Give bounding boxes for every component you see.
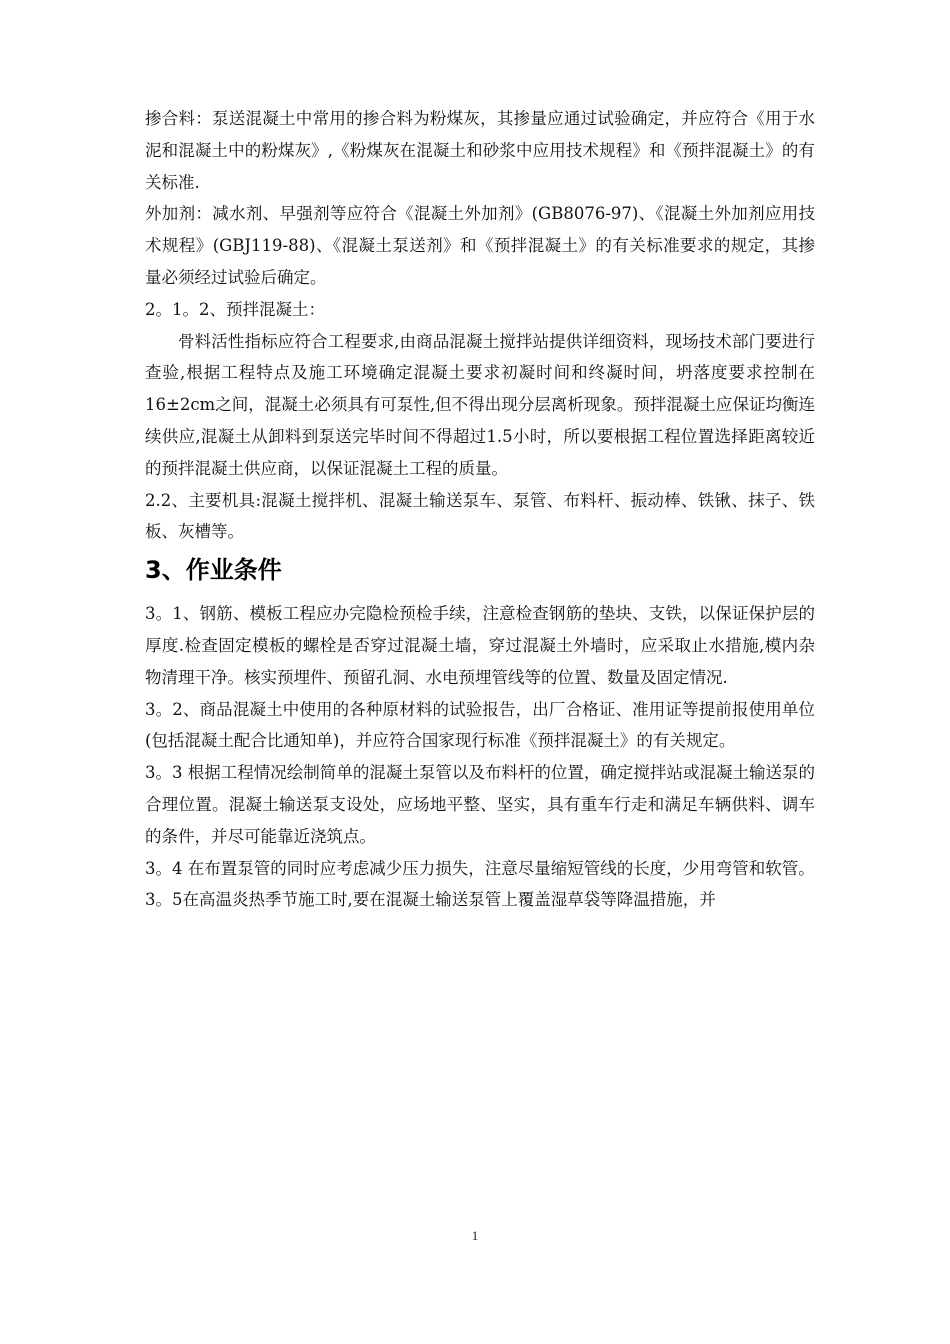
paragraph-3-3: 3。3 根据工程情况绘制简单的混凝土泵管以及布料杆的位置，确定搅拌站或混凝土输送泵的合理位置。混凝土输送泵支设处，应场地平整、坚实，具有重车行走和满足车辆供料、调车的条件，并尽可能靠近浇筑点。 xyxy=(145,763,815,846)
paragraph-main-equipment: 2.2、主要机具:混凝土搅拌机、混凝土输送泵车、泵管、布料杆、振动棒、铁锹、抹子、铁板、灰槽等。 xyxy=(145,490,815,542)
paragraph-3-1: 3。1、钢筋、模板工程应办完隐检预检手续，注意检查钢筋的垫块、支铁，以保证保护层的厚度.检查固定模板的螺栓是否穿过混凝土墙，穿过混凝土外墙时，应采取止水措施,模内杂物清理干净。核实预埋件、预留孔洞、水电预埋管线等的位置、数量及固定情况. xyxy=(145,604,815,687)
paragraph-aggregate: 骨料活性指标应符合工程要求,由商品混凝土搅拌站提供详细资料，现场技术部门要进行查验,根据工程特点及施工环境确定混凝土要求初凝时间和终凝时间，坍落度要求控制在16±2cm之间，混凝土必须具有可泵性,但不得出现分层离析现象。预拌混凝土应保证均衡连续供应,混凝土从卸料到泵送完毕时间不得超过1.5小时，所以要根据工程位置选择距离较近的预拌混凝土供应商，以保证混凝土工程的质量。 xyxy=(145,331,815,478)
paragraph-3-4: 3。4 在布置泵管的同时应考虑减少压力损失，注意尽量缩短管线的长度，少用弯管和软管。 xyxy=(145,858,815,878)
paragraph-3-5: 3。5在高温炎热季节施工时,要在混凝土输送泵管上覆盖湿草袋等降温措施，并 xyxy=(145,890,716,910)
subsection-title-ready-mix: 2。1。2、预拌混凝土： xyxy=(145,299,325,319)
paragraph-admixture-material: 掺合料：泵送混凝土中常用的掺合料为粉煤灰，其掺量应通过试验确定，并应符合《用于水泥和混凝土中的粉煤灰》,《粉煤灰在混凝土和砂浆中应用技术规程》和《预拌混凝土》的有关标准. xyxy=(145,109,815,192)
paragraph-3-2: 3。2、商品混凝土中使用的各种原材料的试验报告，出厂合格证、准用证等提前报使用单位(包括混凝土配合比通知单)，并应符合国家现行标准《预拌混凝土》的有关规定。 xyxy=(145,699,815,751)
section-heading-work-conditions: 3、作业条件 xyxy=(145,556,282,585)
page-content xyxy=(145,103,815,916)
paragraph-additives: 外加剂：减水剂、早强剂等应符合《混凝土外加剂》(GB8076-97)、《混凝土外加剂应用技术规程》(GBJ119-88)、《混凝土泵送剂》和《预拌混凝土》的有关标准要求的规定，其掺量必须经过试验后确定。 xyxy=(145,204,815,287)
page-number: 1 xyxy=(471,1228,479,1243)
